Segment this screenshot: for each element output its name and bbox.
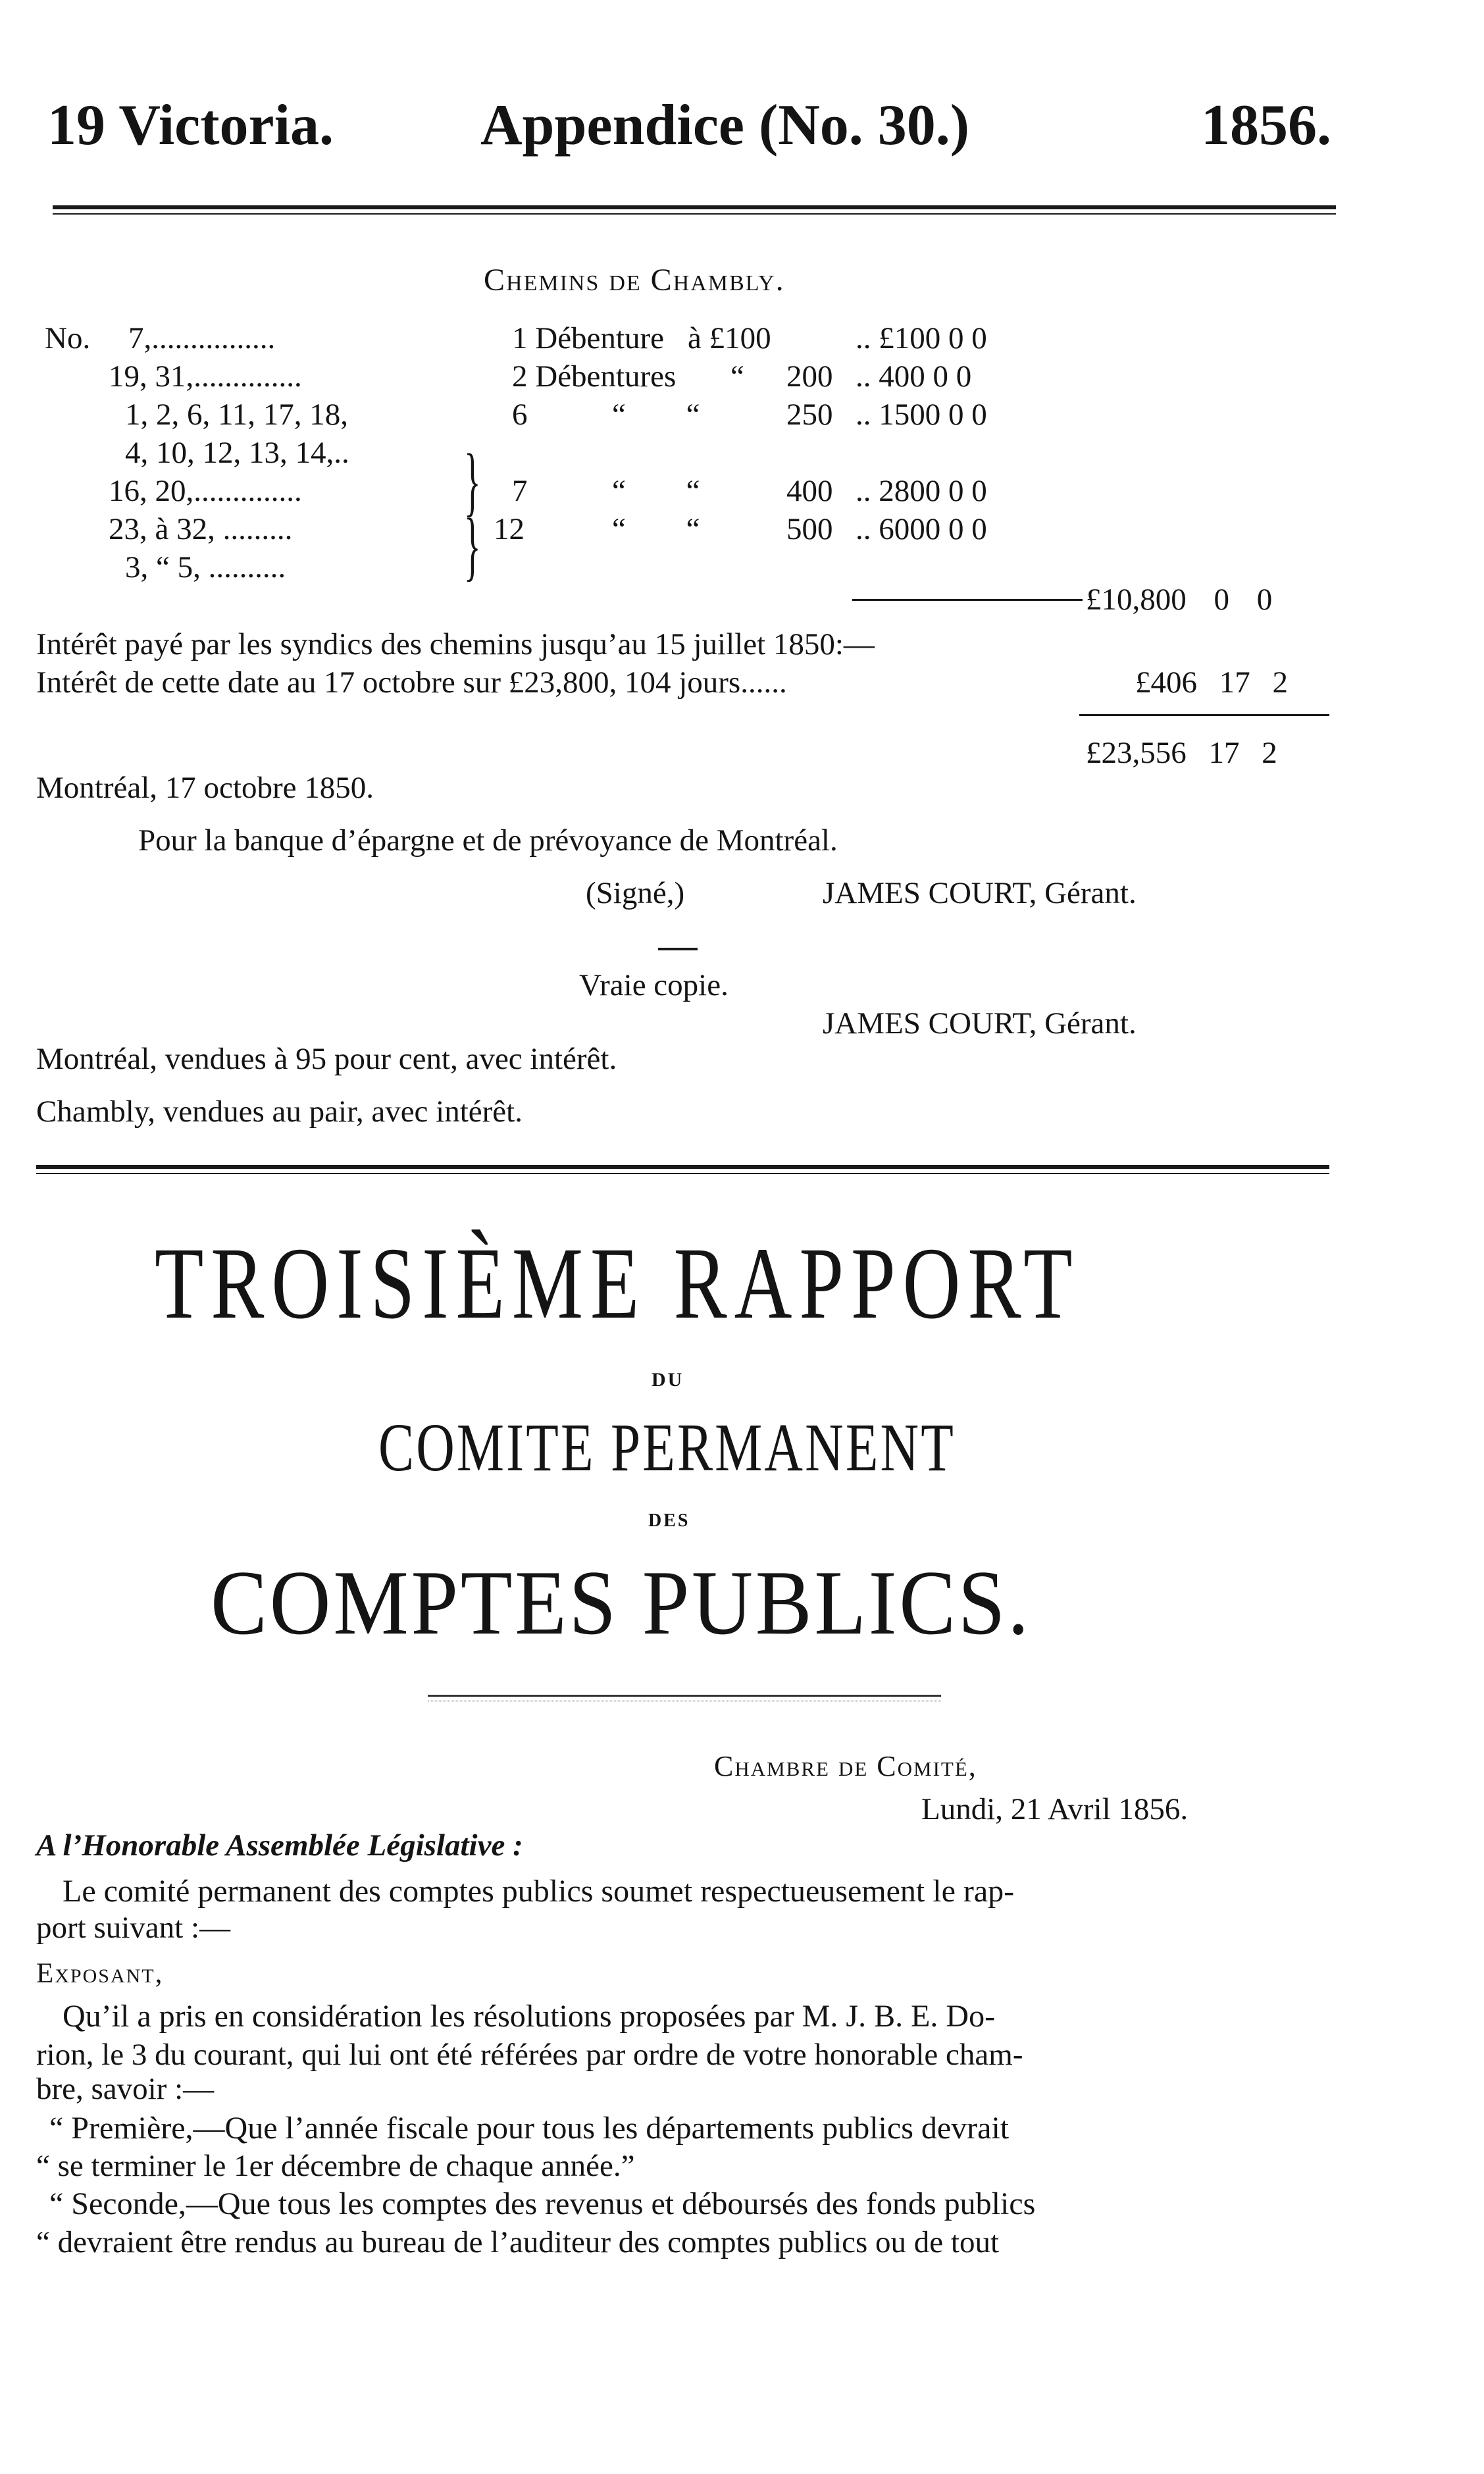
chambly-title: Chemins de Chambly.: [484, 263, 785, 297]
report-address: A l’Honorable Assemblée Législative :: [36, 1828, 523, 1863]
quote1-line2: “ se terminer le 1er décembre de chaque année.”: [36, 2149, 635, 2183]
para1-line1: Le comité permanent des comptes publics soumet respectueusement le rap-: [63, 1874, 1015, 1909]
for-bank: Pour la banque d’épargne et de prévoyance de Montréal.: [138, 823, 838, 858]
table-row: [0, 396, 1484, 434]
table-row: [0, 510, 1484, 548]
row-numbers: 4, 10, 12, 13, 14,..: [125, 436, 349, 470]
row-total: .. 6000 0 0: [856, 512, 987, 546]
section-rule: [36, 1165, 1329, 1169]
row-rate: 400: [786, 474, 833, 508]
quote2-line2: “ devraient être rendus au bureau de l’auditeur des comptes publics ou de tout: [36, 2225, 1000, 2259]
true-copy: Vraie copie.: [579, 968, 729, 1002]
table-row: [0, 434, 1484, 472]
header-left: 19 Victoria.: [47, 93, 334, 157]
interest-amount: £406 17 2: [1135, 665, 1288, 700]
grouping-brace: }: [464, 502, 481, 588]
row-numbers: 3, “ 5, ..........: [125, 550, 286, 584]
table-row: [0, 357, 1484, 396]
report-title-line1: TROISIÈME RAPPORT: [155, 1226, 1080, 1340]
row-total: .. 1500 0 0: [856, 398, 987, 432]
grand-total: £23,556 17 2: [1086, 736, 1277, 770]
row-ditto: “ “: [612, 512, 700, 546]
signer-name-copy: JAMES COURT, Gérant.: [823, 1006, 1137, 1041]
note-montreal: Montréal, vendues à 95 pour cent, avec intérêt.: [36, 1042, 617, 1076]
row-numbers: 23, à 32, .........: [109, 512, 293, 546]
row-ditto: “: [730, 359, 744, 394]
report-date: Lundi, 21 Avril 1856.: [921, 1792, 1189, 1826]
interest-line-2: Intérêt de cette date au 17 octobre sur £23,800, 104 jours......: [36, 665, 787, 700]
row-numbers: 19, 31,..............: [109, 359, 302, 394]
short-divider: [658, 948, 698, 950]
row-numbers: 1, 2, 6, 11, 17, 18,: [125, 398, 349, 432]
row-quantity: 2 Débentures: [512, 359, 677, 394]
row-quantity: 6: [512, 398, 528, 432]
para1-line2: port suivant :—: [36, 1911, 231, 1945]
header-right: 1856.: [1201, 93, 1331, 157]
subtotal-rule: [852, 599, 1083, 601]
interest-line-1: Intérêt payé par les syndics des chemins jusqu’au 15 juillet 1850:—: [36, 627, 875, 661]
row-rate: 250: [786, 398, 833, 432]
exposant: Exposant,: [36, 1958, 164, 1989]
report-title-line3: COMPTES PUBLICS.: [211, 1552, 1032, 1654]
row-total: .. 2800 0 0: [856, 474, 987, 508]
para2-line3: bre, savoir :—: [36, 2072, 215, 2106]
header-rule: [53, 205, 1336, 209]
signed-label: (Signé,): [586, 876, 685, 910]
note-chambly: Chambly, vendues au pair, avec intérêt.: [36, 1095, 523, 1129]
table-row: [0, 472, 1484, 510]
row-quantity: 1 Débenture: [512, 321, 664, 355]
row-ditto: “ “: [612, 474, 700, 508]
row-no: No.: [45, 321, 91, 355]
header-center: Appendice (No. 30.): [480, 93, 970, 157]
signer-name: JAMES COURT, Gérant.: [823, 876, 1137, 910]
row-numbers: 16, 20,..............: [109, 474, 302, 508]
row-rate: 200: [786, 359, 833, 394]
total-rule: [1079, 714, 1329, 716]
row-ditto: “ “: [612, 398, 700, 432]
row-rate: à £100: [688, 321, 771, 355]
wavy-divider: [428, 1695, 941, 1701]
row-total: .. 400 0 0: [856, 359, 972, 394]
header-rule-thin: [53, 213, 1336, 215]
para2-line2: rion, le 3 du courant, qui lui ont été référées par ordre de votre honorable cham-: [36, 2038, 1023, 2072]
para2-line1: Qu’il a pris en considération les résolutions proposées par M. J. B. E. Do-: [63, 1999, 996, 2034]
row-numbers: 7,................: [128, 321, 276, 355]
row-quantity: 7: [512, 474, 528, 508]
quote1-line1: “ Première,—Que l’année fiscale pour tous les départements publics devrait: [49, 2111, 1010, 2146]
grouping-brace: }: [464, 438, 481, 524]
quote2-line1: “ Seconde,—Que tous les comptes des revenus et déboursés des fonds publics: [49, 2186, 1036, 2221]
subtotal: £10,800 0 0: [1086, 582, 1273, 617]
row-total: .. £100 0 0: [856, 321, 987, 355]
table-row: [0, 319, 1484, 357]
report-place: Chambre de Comité,: [714, 1750, 977, 1782]
report-title-du: DU: [652, 1369, 684, 1391]
report-title-line2: COMITE PERMANENT: [378, 1410, 956, 1485]
row-rate: 500: [786, 512, 833, 546]
section-rule-thin: [36, 1173, 1329, 1174]
place-date: Montréal, 17 octobre 1850.: [36, 771, 374, 805]
report-title-des: DES: [648, 1510, 690, 1531]
row-quantity: 12: [494, 512, 525, 546]
